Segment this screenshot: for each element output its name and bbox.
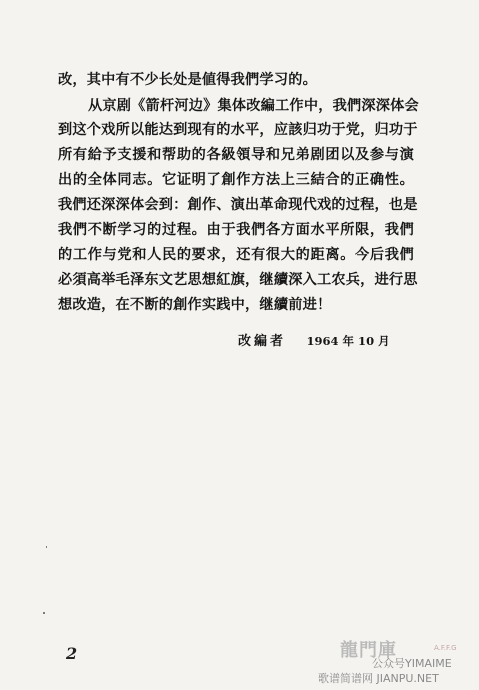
text-line-9: 必須高举毛泽东文艺思想紅旗，继續深入工农兵，进行思: [58, 272, 418, 288]
text-line-4: 所有給予支援和帮助的各級領导和兄弟剧团以及参与演: [58, 147, 414, 163]
watermark: [318, 634, 479, 690]
text-line-3: 到这个戏所以能达到现有的水平，应該归功于党，归功于: [58, 122, 418, 138]
text-line-8: 的工作与党和人民的要求，还有很大的距离。今后我們: [58, 247, 414, 263]
watermark-small-text: A.F.F.G: [434, 644, 457, 652]
signature-author: 改編者: [238, 334, 287, 349]
text-line-10: 想改造，在不断的創作实践中，继續前进！: [58, 297, 332, 313]
watermark-site: 歌谱简谱网 JIANPU.NET: [318, 672, 439, 685]
text-line-7: 我們不断学习的过程。由于我們各方面水平所限，我們: [58, 222, 414, 238]
scan-speck: [43, 612, 45, 614]
text-line-2: 从京剧《箭杆河边》集体改編工作中，我們深深体会: [88, 98, 419, 114]
scan-speck: [46, 546, 47, 548]
watermark-account: 公众号YIMAIME: [372, 657, 452, 670]
signature-date: 1964 年 10 月: [306, 334, 390, 348]
text-line-1: 改，其中有不少长处是値得我們学习的。: [58, 72, 317, 88]
text-line-5: 出的全体同志。它证明了創作方法上三結合的正确性。: [58, 172, 414, 188]
text-line-6: 我們还深深体会到：創作、演出革命现代戏的过程，也是: [58, 197, 418, 213]
page-number: 2: [66, 644, 78, 663]
signature-block: [238, 330, 390, 349]
watermark-brand: 龍門庫: [340, 640, 397, 661]
